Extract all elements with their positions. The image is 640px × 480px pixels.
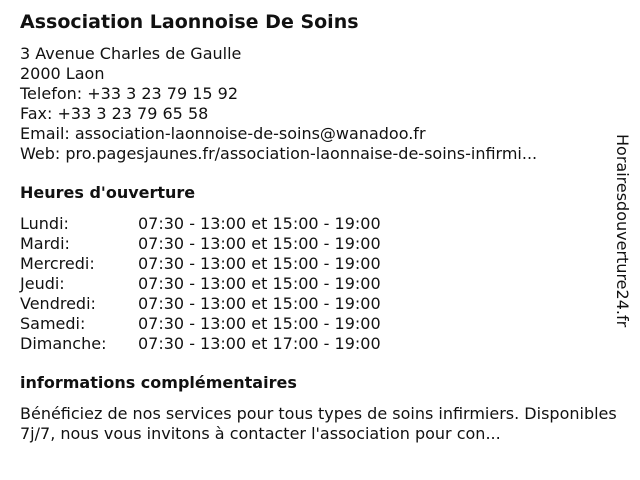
phone-number: Telefon: +33 3 23 79 15 92 [20,84,239,103]
day-label: Vendredi: [20,294,96,313]
contact-block [20,44,537,164]
day-label: Dimanche: [20,334,107,353]
time-range: 07:30 - 13:00 et 15:00 - 19:00 [138,294,381,313]
day-label: Samedi: [20,314,86,333]
hours-row-friday [20,294,381,314]
hours-row-tuesday [20,234,381,254]
additional-info-text: Bénéficiez de nos services pour tous types de soins infirmiers. Disponibles 7j/7, nous vous invitons à contacter l'association pour con... [20,404,617,443]
website-url: Web: pro.pagesjaunes.fr/association-laonnaise-de-soins-infirmi... [20,144,538,163]
time-range: 07:30 - 13:00 et 15:00 - 19:00 [138,214,381,233]
fax-number: Fax: +33 3 23 79 65 58 [20,104,209,123]
additional-info-heading: informations complémentaires [20,373,297,392]
time-range: 07:30 - 13:00 et 15:00 - 19:00 [138,234,381,253]
time-range: 07:30 - 13:00 et 15:00 - 19:00 [138,274,381,293]
hours-row-monday [20,214,381,234]
hours-row-sunday [20,334,381,354]
opening-hours-heading: Heures d'ouverture [20,183,196,202]
email-address: Email: association-laonnoise-de-soins@wanadoo.fr [20,124,426,143]
page-title: Association Laonnoise De Soins [20,11,359,33]
address-line-street: 3 Avenue Charles de Gaulle [20,44,242,63]
time-range: 07:30 - 13:00 et 15:00 - 19:00 [138,314,381,333]
day-label: Lundi: [20,214,69,233]
day-label: Jeudi: [20,274,65,293]
site-watermark: Horairesdouverture24.fr [613,134,632,328]
hours-row-saturday [20,314,381,334]
time-range: 07:30 - 13:00 et 17:00 - 19:00 [138,334,381,353]
hours-row-wednesday [20,254,381,274]
hours-row-thursday [20,274,381,294]
address-line-city: 2000 Laon [20,64,105,83]
opening-hours-table [20,214,381,354]
day-label: Mardi: [20,234,70,253]
time-range: 07:30 - 13:00 et 15:00 - 19:00 [138,254,381,273]
day-label: Mercredi: [20,254,95,273]
